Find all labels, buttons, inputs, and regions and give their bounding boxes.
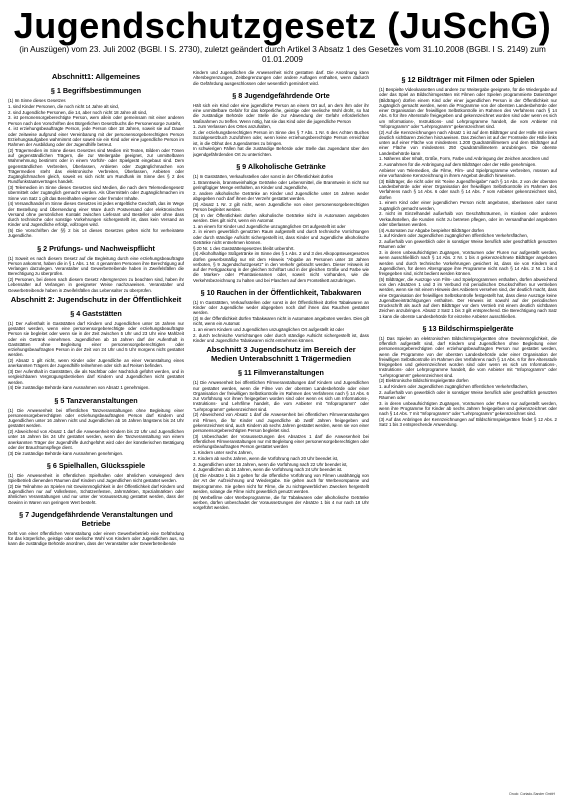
- paragraph: (5) Bildträger, die Auszüge von Film- und Spielprogrammen enthalten, dürfen abweichend von den Absätzen 1 und 3 im Verbund mit periodischen Druckschriften nur vertrieben werden, wenn sie mit einem Hinweis des Anbieters versehen sind, der deutlich macht, dass eine Organisation der freiwilligen Selbstkontrolle festgestellt hat, dass diese Auszüge keine Jugendbeeinträchtigungen enthalten. Der Hinweis ist sowohl auf der periodischen Druckschrift als auch auf dem Bildträger vor dem Vertrieb mit einem deutlich sichtbaren Zeichen anzubringen. Absatz 2 Satz 1 bis 3 gilt entsprechend. Die Berechtigung nach Satz 1 kann die oberste Landesbehörde für einzelne Anbieter ausschließen.: [379, 276, 557, 319]
- paragraph: 2. außerhalb von gewerblich oder in sonstiger Weise beruflich oder geschäftlich genutzten Räumen oder: [379, 389, 557, 400]
- paragraph: (1) Die Anwesenheit in öffentlichen Spielhallen oder ähnlichen vorwiegend dem Spielbetrieb dienenden Räumen darf Kindern und Jugendlichen nicht gestattet werden.: [8, 472, 184, 483]
- paragraph: (1) Das Spielen an elektronischen Bildschirmspielgeräten ohne Gewinnmöglichkeit, die öffentlich aufgestellt sind, darf Kindern und Jugendlichen ohne Begleitung einer personensorgeberechtigten oder erziehungsbeauftragten Person nur gestattet werden, wenn die Programme von der obersten Landesbehörde oder einer Organisation der freiwilligen Selbstkontrolle im Rahmen des Verfahrens nach § 14 Abs. 6 für ihre Altersstufe freigegeben und gekennzeichnet worden sind oder wenn es sich um Informations-, Instruktions- oder Lehrprogramme handelt, die vom Anbieter mit "Infoprogramm" oder "Lehrprogramm" gekennzeichnet sind.: [379, 335, 557, 378]
- paragraph: (2) In der Öffentlichkeit dürfen Tabakwaren nicht in Automaten angeboten werden. Dies gilt nicht, wenn ein Automat: [193, 316, 369, 327]
- paragraph: § 20 Nr. 1 des Gaststättengesetzes bleibt unberührt.: [193, 245, 295, 251]
- paragraph: Geht von einer öffentlichen Veranstaltung oder einem Gewerbebetrieb eine Gefährdung für das körperliche, geistige oder seelische Wohl von Kindern oder Jugendlichen aus, so kann die zuständige Behörde anordnen, dass der Veranstalter oder Gewerbetreibende: [8, 530, 184, 547]
- section-heading: § 9 Alkoholische Getränke: [236, 161, 326, 171]
- paragraph: 1. Näheres über Inhalt, Größe, Form, Farbe und Anbringung der Zeichen anordnen und: [379, 156, 549, 162]
- paragraph: (2) Personen, bei denen nach diesem Gesetz Altersgrenzen zu beachten sind, haben ihr Lebensalter auf Verlangen in geeigneter Weise nachzuweisen. Veranstalter und Gewerbetreibende haben in Zweifelsfällen das Lebensalter zu überprüfen.: [8, 277, 184, 293]
- paragraph: 2. Kindern ab sechs Jahren, wenn die Vorführung nach 20 Uhr beendet ist,: [193, 455, 339, 461]
- section-heading: § 12 Bildträger mit Filmen oder Spielen: [401, 75, 535, 84]
- paragraph: (2) Absatz 1 Nr. 2 gilt nicht, wenn Jugendliche von einer personensorgeberechtigten Person begleitet werden.: [193, 201, 369, 212]
- paragraph: (3) Auf das Anbringen der Kennzeichnungen auf Bildschirmspielgeräten findet § 12 Abs. 2 Satz 1 bis 3 entsprechende Anwendung.: [379, 417, 557, 428]
- paragraph: 4. Jugendlichen ab 16 Jahren, wenn die Vorführung nach 24 Uhr beendet ist.: [193, 467, 343, 473]
- paragraph: (3) In der Öffentlichkeit dürfen alkoholische Getränke nicht in Automaten angeboten werden. Dies gilt nicht, wenn ein Automat: [193, 212, 369, 223]
- paragraph: 2. andere alkoholische Getränke an Kinder und Jugendliche unter 16 Jahren weder abgegeben noch darf ihnen der Verzehr gestattet werden.: [193, 190, 369, 201]
- text-column-1: [8, 70, 184, 794]
- paragraph: Kindern und Jugendlichen die Anwesenheit nicht gestatten darf. Die Anordnung kann Altersbegrenzungen, Zeitbegrenzungen oder andere Auflagen enthalten, wenn dadurch die Gefährdung ausgeschlossen oder wesentlich gemindert wird.: [193, 70, 369, 86]
- paragraph: 2. nicht im Einzelhandel außerhalb von Geschäftsräumen, in Kiosken oder anderen Verkaufsstellen, die Kunden nicht zu betreten pflegen, oder im Versandhandel angeboten oder überlassen werden.: [379, 211, 557, 227]
- paragraph: (4) Versandhandel im Sinne dieses Gesetzes ist jedes entgeltliche Geschäft, das im Wege der Bestellung und Übersendung einer Ware durch Postversand oder elektronischen Versand ohne persönlichen Kontakt zwischen Lieferant und Besteller oder ohne dass durch technische oder sonstige Vorkehrungen sichergestellt ist, dass kein Versand an Kinder und Jugendliche erfolgt, vollzogen wird.: [8, 201, 184, 228]
- paragraph: (1) In Gaststätten, Verkaufsstellen oder sonst in der Öffentlichkeit dürfen: [193, 173, 334, 179]
- paragraph: Anbieter von Telemedien, die Filme, Film- und Spielprogramme verbreiten, müssen auf eine vorhandene Kennzeichnung in ihrem Angebot deutlich hinweisen.: [379, 167, 557, 178]
- paragraph: 2. Ausnahmen für die Anbringung auf dem Bildträger oder der Hülle genehmigen.: [379, 162, 537, 167]
- paragraph: (2) Abweichend von Absatz 1 darf die Anwesenheit bei öffentlichen Filmveranstaltungen mit Filmen, die für Kinder und Jugendliche ab zwölf Jahren freigegeben und gekennzeichnet sind, auch Kindern ab sechs Jahren gestattet werden, wenn sie von einer personensorgeberechtigten Person begleitet sind.: [193, 412, 369, 433]
- paragraph: 1. zum Verlassen des Ortes anzuhalten,: [193, 124, 271, 130]
- section-heading: § 6 Spielhallen, Glücksspiele: [46, 460, 146, 470]
- paragraph: (1) Die Anwesenheit bei öffentlichen Filmveranstaltungen darf Kindern und Jugendlichen nur gestattet werden, wenn die Filme von der obersten Landesbehörde oder einer Organisation der freiwilligen Selbstkontrolle im Rahmen des Verfahrens nach § 14 Abs. 6 zur Vorführung vor ihnen freigegeben worden sind oder wenn es sich um Informations-, Instruktions- und Lehrfilme handelt, die vom Anbieter mit "Infoprogramm" oder "Lehrprogramm" gekennzeichnet sind.: [193, 380, 369, 412]
- paragraph: (4) Die Absätze 1 bis 3 gelten für die öffentliche Vorführung von Filmen unabhängig von der Art der Aufzeichnung und Wiedergabe. Sie gelten auch für Werbevorspanne und Beiprogramme. Sie gelten nicht für Filme, die zu nichtgewerblichen Zwecken hergestellt werden, solange die Filme nicht gewerblich genutzt werden.: [193, 473, 369, 494]
- paragraph: 1. einem Kind oder einer jugendlichen Person nicht angeboten, überlassen oder sonst zugänglich gemacht werden,: [379, 200, 557, 211]
- paragraph: (4) Alkoholhaltige Süßgetränke im Sinne des § 1 Abs. 2 und 3 des Alkopopsteuergesetzes dürfen gewerbsmäßig nur mit dem Hinweis "Abgabe an Personen unter 18 Jahren verboten, § 9 Jugendschutzgesetz" in den Verkehr gebracht werden. Dieser Hinweis ist auf der Fertigpackung in der gleichen Schriftart und in der gleichen Größe und Farbe wie die Marken- oder Phantasienamen oder, soweit nicht vorhanden, wie die Verkehrsbezeichnung zu halten und bei Flaschen auf dem Frontetikett anzubringen.: [193, 251, 369, 283]
- paragraph: 3. ist personensorgeberechtigte Person, wem allein oder gemeinsam mit einer anderen Person nach den Vorschriften des Bürgerlichen Gesetzbuchs die Personensorge zusteht,: [8, 115, 184, 126]
- paragraph: 2. der erziehungsberechtigten Person im Sinne des § 7 Abs. 1 Nr. 6 des Achten Buches Sozialgesetzbuch zuzuführen oder, wenn keine erziehungsberechtigte Person erreichbar ist, in die Obhut des Jugendamtes zu bringen.: [193, 130, 369, 146]
- paragraph: 1. an einem Kindern und Jugendlichen unzugänglichen Ort aufgestellt ist oder: [193, 327, 345, 332]
- paragraph: 3. Jugendlichen unter 16 Jahren, wenn die Vorführung nach 22 Uhr beendet ist,: [193, 461, 348, 467]
- paragraph: (2) Auf die Kennzeichnungen nach Absatz 1 ist auf dem Bildträger und der Hülle mit einem deutlich sichtbaren Zeichen hinzuweisen. Das Zeichen ist auf der Frontseite der Hülle links unten auf einer Fläche von mindestens 1.200 Quadratmillimetern und dem Bildträger auf einer Fläche von mindestens 250 Quadratmillimetern anzubringen. Die oberste Landesbehörde kann: [379, 129, 557, 156]
- paragraph: 2. in einem gewerblich genutzten Raum aufgestellt und durch technische Vorrichtungen oder durch ständige Aufsicht sichergestellt ist, dass Kinder und Jugendliche alkoholische Getränke nicht entnehmen können.: [193, 229, 369, 245]
- section-heading: § 1 Begriffsbestimmungen: [50, 86, 142, 95]
- part-heading: Abschnitt1: Allgemeines: [51, 72, 141, 81]
- paragraph: (2) Abweichend von Absatz 1 darf die Anwesenheit Kindern bis 22 Uhr und Jugendlichen unter 16 Jahren bis 24 Uhr gestattet werden, wenn die Tanzveranstaltung von einem anerkannten Träger der Jugendhilfe durchgeführt wird oder der künstlerischen Betätigung oder der Brauchtumspflege dient.: [8, 429, 184, 450]
- print-note: Druck: Cortado-Sander GmbH: [509, 792, 555, 796]
- paragraph: (2) Die Teilnahme an Spielen mit Gewinnmöglichkeit in der Öffentlichkeit darf Kindern und Jugendlichen nur auf Volksfesten, Schützenfesten, Jahrmärkten, Spezialmärkten oder ähnlichen Veranstaltungen und nur unter der Voraussetzung gestattet werden, dass der Gewinn in Waren von geringem Wert besteht.: [8, 483, 184, 505]
- text-column-2: [193, 70, 369, 794]
- part-heading: Abschnitt 2: Jugendschutz in der Öffentlichkeit: [10, 294, 182, 304]
- paragraph: (2) Elektronische Bildschirmspielgeräte dürfen: [379, 378, 469, 384]
- paragraph: (3) Die zuständige Behörde kann Ausnahmen genehmigen.: [8, 450, 124, 456]
- paragraph: 1. an einem für Kinder und Jugendliche unzugänglichen Ort aufgestellt ist oder: [193, 223, 346, 229]
- paragraph: 2. außerhalb von gewerblich oder in sonstiger Weise beruflich oder geschäftlich genutzten Räumen oder: [379, 239, 557, 250]
- part-heading: Abschnitt 3 Jugendschutz im Bereich der Medien Unterabschnitt 1 Trägermedien: [206, 345, 356, 364]
- paragraph: (5) Werbefilme oder Werbeprogramme, die für Tabakwaren oder alkoholische Getränke werben, dürfen unbeschadet der Voraussetzungen der Absätze 1 bis 4 nur nach 18 Uhr vorgeführt werden.: [193, 494, 369, 510]
- paragraph: (2) Trägermedien im Sinne dieses Gesetzes sind Medien mit Texten, Bildern oder Tönen auf gegenständlichen Trägern, die zur Weitergabe geeignet, zur unmittelbaren Wahrnehmung bestimmt oder in einem Vorführ- oder Spielgerät eingebaut sind. Dem gegenständlichen Verbreiten, Überlassen, Anbieten oder Zugänglichmachen von Trägermedien steht das elektronische Verbreiten, Überlassen, Anbieten oder Zugänglichmachen gleich, soweit es sich nicht um Rundfunk im Sinne des § 2 des Rundfunkstaatsvertrages handelt.: [8, 147, 184, 185]
- paragraph: (4) Automaten zur Abgabe bespielter Bildträger dürfen: [379, 227, 484, 233]
- paragraph: (1) Der Aufenthalt in Gaststätten darf Kindern und Jugendlichen unter 16 Jahren nur gestattet werden, wenn eine personensorgeberechtigte oder erziehungsbeauftragte Person sie begleitet oder wenn sie in der Zeit zwischen 5 Uhr und 23 Uhr eine Mahlzeit oder ein Getränk einnehmen. Jugendlichen ab 16 Jahren darf der Aufenthalt in Gaststätten ohne Begleitung einer personensorgeberechtigten oder erziehungsbeauftragten Person in der Zeit von 24 Uhr und 5 Uhr morgens nicht gestattet werden.: [8, 320, 184, 358]
- paragraph: 1. sind Kinder Personen, die noch nicht 14 Jahre alt sind,: [8, 103, 120, 109]
- paragraph: 1. auf Kindern oder Jugendlichen zugänglichen öffentlichen Verkehrsflächen,: [379, 384, 529, 389]
- paragraph: (5) Die Vorschriften der §§ 2 bis 14 dieses Gesetzes gelten nicht für verheiratete Jugendliche.: [8, 228, 184, 239]
- paragraph: (3) Telemedien im Sinne dieses Gesetzes sind Medien, die nach dem Telemediengesetz übermittelt oder zugänglich gemacht werden. Als Übermitteln oder Zugänglichmachen im Sinne von Satz 1 gilt das Bereithalten eigener oder fremder Inhalte.: [8, 185, 184, 201]
- paragraph: 2. sind Jugendliche Personen, die 14, aber noch nicht 18 Jahre alt sind,: [8, 109, 148, 115]
- paragraph: 1. Branntwein, branntweinhaltige Getränke oder Lebensmittel, die Branntwein in nicht nur geringfügiger Menge enthalten, an Kinder und Jugendliche,: [193, 179, 369, 190]
- document-subtitle: (in Auszügen) vom 23. Juli 2002 (BGBl. I S. 2730), zuletzt geändert durch Artikel 3 Absatz 1 des Gesetzes vom 31.10.2008 (BGBl. I S. 2149) zum 01.01.2009: [19, 45, 546, 64]
- paragraph: 4. ist erziehungsbeauftragte Person, jede Person über 18 Jahren, soweit sie auf Dauer oder zeitweise aufgrund einer Vereinbarung mit der personensorgeberechtigten Person Erziehungsaufgaben wahrnimmt oder soweit sie ein Kind oder eine jugendliche Person im Rahmen der Ausbildung oder der Jugendhilfe betreut.: [8, 126, 184, 147]
- text-column-3: [379, 70, 557, 794]
- paragraph: (3) Unbeschadet der Voraussetzungen des Absatzes 1 darf die Anwesenheit bei öffentlichen Filmveranstaltungen nur mit Begleitung einer personensorgeberechtigten oder erziehungsbeauftragten Person gestattet werden: [193, 433, 369, 450]
- paragraph: 3. in deren unbeaufsichtigten Zugängen, Vorräumen oder Fluren nur aufgestellt werden, wenn ausschließlich nach § 14 Abs. 2 Nr. 1 bis 4 gekennzeichnete Bildträger angeboten werden und durch technische Vorkehrungen gesichert ist, dass sie von Kindern und Jugendlichen, für deren Altersgruppe ihre Programme nicht nach § 14 Abs. 2 Nr. 1 bis 4 freigegeben sind, nicht bedient werden können.: [379, 250, 557, 276]
- section-heading: § 8 Jugendgefährdende Orte: [232, 90, 330, 100]
- paragraph: (3) Bildträger, die nicht oder mit "Keine Jugendfreigabe" nach § 14 Abs. 2 von der obersten Landesbehörde oder einer Organisation der freiwilligen Selbstkontrolle im Rahmen des Verfahrens nach § 14 Abs. 6 oder nach § 14 Abs. 7 vom Anbieter gekennzeichnet sind, dürfen: [379, 178, 557, 200]
- document-title: Jugendschutzgesetz (JuSchG): [13, 5, 552, 46]
- section-heading: § 4 Gaststätten: [70, 308, 122, 318]
- paragraph: (1) In Gaststätten, Verkaufsstellen oder sonst in der Öffentlichkeit dürfen Tabakwaren an Kinder oder Jugendliche weder abgegeben noch darf ihnen das Rauchen gestattet werden.: [193, 299, 369, 316]
- paragraph: (1) Im Sinne dieses Gesetzes: [8, 98, 66, 103]
- paragraph: (1) Soweit es nach diesem Gesetz auf die Begleitung durch eine erziehungsbeauftragte Person ankommt, haben die in § 1 Abs. 1 Nr. 4 genannten Personen ihre Berechtigung auf Verlangen darzulegen. Veranstalter und Gewerbetreibende haben in Zweifelsfällen die Berechtigung zu überprüfen.: [8, 255, 184, 277]
- section-heading: § 11 Filmveranstaltungen: [238, 368, 324, 378]
- section-heading: § 5 Tanzveranstaltungen: [54, 395, 138, 405]
- paragraph: (3) Der Aufenthalt in Gaststätten, die als Nachtbar oder Nachtclub geführt werden, und in vergleichbaren Vergnügungsbetrieben darf Kindern und Jugendlichen nicht gestattet werden.: [8, 369, 184, 385]
- paragraph: (2) Absatz 1 gilt nicht, wenn Kinder oder Jugendliche an einer Veranstaltung eines anerkannten Trägers der Jugendhilfe teilnehmen oder sich auf Reisen befinden.: [8, 358, 184, 369]
- paragraph: 1. Kindern unter sechs Jahren,: [193, 450, 253, 455]
- paragraph: 1. auf Kindern oder Jugendlichen zugänglichen öffentlichen Verkehrsflächen,: [379, 233, 529, 239]
- section-heading: § 10 Rauchen in der Öffentlichkeit, Tabakwaren: [200, 287, 362, 297]
- paragraph: (1) Die Anwesenheit bei öffentlichen Tanzveranstaltungen ohne Begleitung einer personensorgeberechtigten oder erziehungsbeauftragten Person darf Kindern und Jugendlichen unter 16 Jahren nicht und Jugendlichen ab 16 Jahren längstens bis 24 Uhr gestattet werden.: [8, 407, 184, 429]
- paragraph: 3. in deren unbeaufsichtigten Zugängen, Vorräumen oder Fluren nur aufgestellt werden, wenn ihre Programme für Kinder ab sechs Jahren freigegeben und gekennzeichnet oder nach § 14 Abs. 7 mit "Infoprogramm" oder "Lehrprogramm" gekennzeichnet sind.: [379, 400, 557, 417]
- section-heading: § 7 Jugendgefährdende Veranstaltungen und Betriebe: [19, 509, 173, 528]
- paragraph: 2. durch technische Vorrichtungen oder durch ständige Aufsicht sichergestellt ist, dass Kinder und Jugendliche Tabakwaren nicht entnehmen können.: [193, 332, 369, 343]
- paragraph: (4) Die zuständige Behörde kann Ausnahmen von Absatz 1 genehmigen.: [8, 385, 150, 391]
- section-heading: § 2 Prüfungs- und Nachweispflicht: [37, 243, 155, 253]
- section-heading: § 13 Bildschirmspielgeräte: [422, 323, 514, 333]
- paragraph: Hält sich ein Kind oder eine jugendliche Person an einem Ort auf, an dem ihm oder ihr eine unmittelbare Gefahr für das körperliche, geistige oder seelische Wohl droht, so hat die zuständige Behörde oder Stelle die zur Abwendung der Gefahr erforderlichen Maßnahmen zu treffen. Wenn nötig, hat sie das Kind oder die jugendliche Person: [193, 102, 369, 124]
- paragraph: (1) Bespielte Videokassetten und andere zur Weitergabe geeignete, für die Wiedergabe auf oder das Spiel an Bildschirmgeräten mit Filmen oder Spielen programmierte Datenträger (Bildträger) dürfen einem Kind oder einer jugendlichen Person in der Öffentlichkeit nur zugänglich gemacht werden, wenn die Programme von der obersten Landesbehörde oder einer Organisation der freiwilligen Selbstkontrolle im Rahmen des Verfahrens nach § 14 Abs. 6 für ihre Altersstufe freigegeben und gekennzeichnet worden sind oder wenn es sich um Informations-, Instruktions- und Lehrprogramme handelt, die vom Anbieter mit "Infoprogramm" oder "Lehrprogramm" gekennzeichnet sind.: [379, 87, 557, 129]
- paragraph: In schwierigen Fällen hat die zuständige Behörde oder Stelle das Jugendamt über den jugendgefährdenden Ort zu unterrichten.: [193, 146, 369, 157]
